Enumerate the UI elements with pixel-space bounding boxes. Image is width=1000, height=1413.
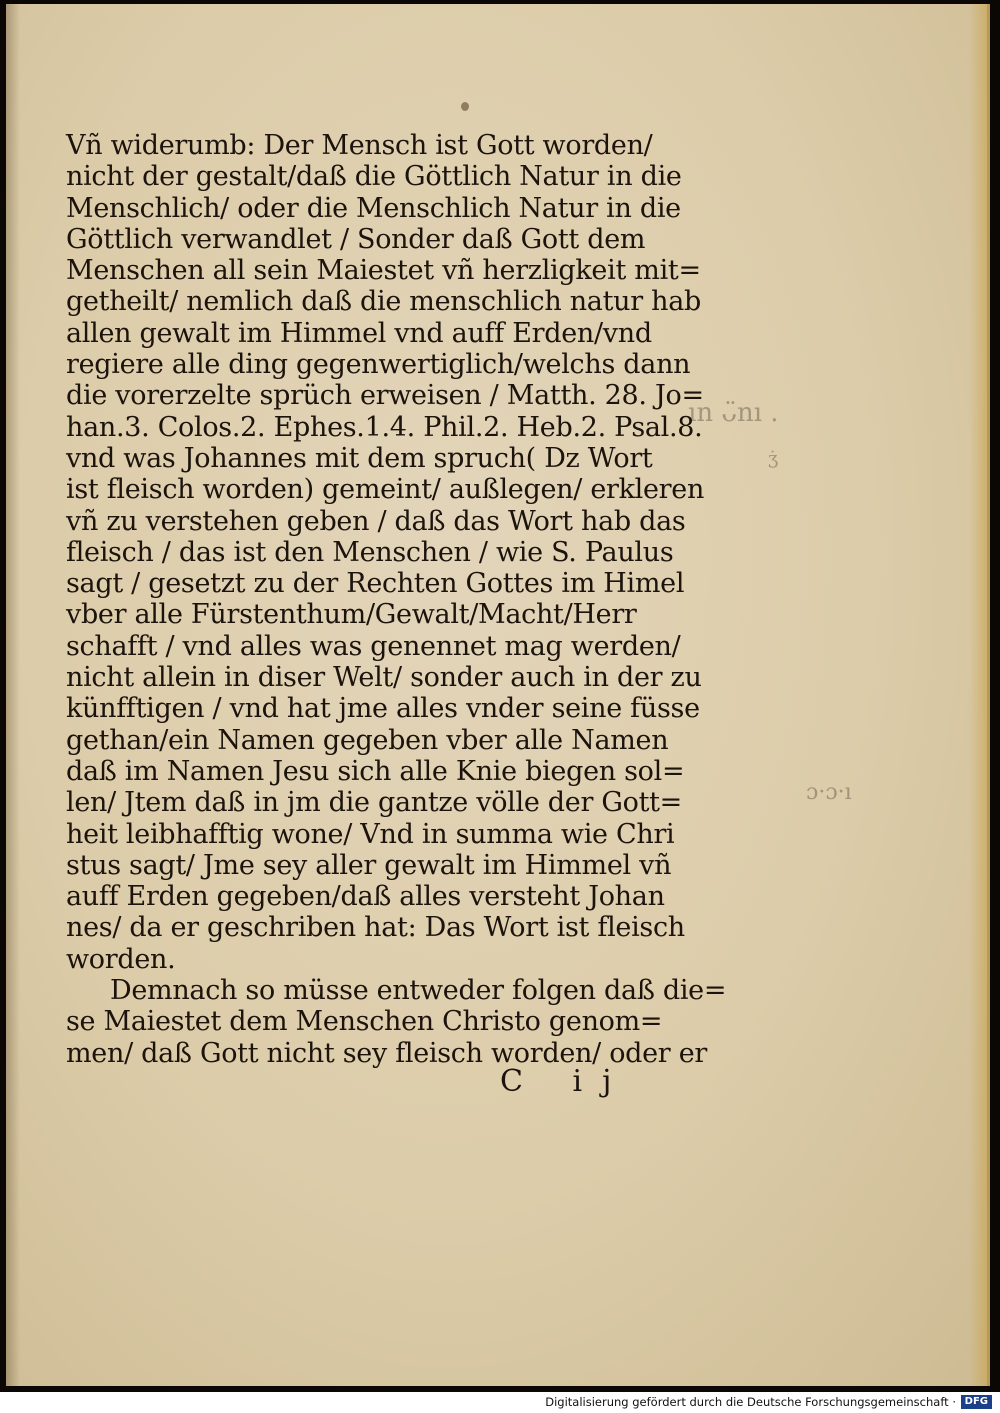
dfg-logo: DFG xyxy=(961,1395,992,1409)
footer-bar xyxy=(0,1392,1000,1413)
text-line: nicht allein in diser Welt/ sonder auch in der zu xyxy=(66,662,702,694)
text-line-paragraph-start: Demnach so müsse entweder folgen daß die= xyxy=(110,975,727,1007)
text-line: Menschlich/ oder die Menschlich Natur in die xyxy=(66,192,681,224)
text-line: die vorerzelte sprüch erweisen / Matth. 28. Jo= xyxy=(66,380,704,412)
text-line: künfftigen / vnd hat jme alles vnder seine füsse xyxy=(66,693,700,725)
text-line: ist fleisch worden) gemeint/ außlegen/ erkleren xyxy=(66,474,705,506)
text-line: getheilt/ nemlich daß die menschlich natur hab xyxy=(66,286,701,318)
bleed-through-text: ɔ·ɔ·ı xyxy=(806,780,852,805)
text-line: daß im Namen Jesu sich alle Knie biegen sol= xyxy=(66,755,685,787)
text-line: regiere alle ding gegenwertiglich/welchs dann xyxy=(66,349,691,381)
text-line: nes/ da er geschriben hat: Das Wort ist fleisch xyxy=(66,912,685,944)
text-line: auff Erden gegeben/daß alles versteht Johan xyxy=(66,881,665,913)
text-line: Menschen all sein Maiestet vñ herzligkeit mit= xyxy=(66,255,701,287)
gutter-shadow xyxy=(6,4,20,1386)
body-text xyxy=(66,130,727,1069)
bleed-through-text: ın ᴗ̈nı . xyxy=(688,398,779,428)
text-line: heit leibhafftig wone/ Vnd in summa wie Chri xyxy=(66,818,675,850)
text-line: worden. xyxy=(66,943,176,975)
text-line: han.3. Colos.2. Ephes.1.4. Phil.2. Heb.2. Psal.8. xyxy=(66,411,703,443)
text-line: se Maiestet dem Menschen Christo genom= xyxy=(66,1006,663,1038)
text-line: len/ Jtem daß in jm die gantze völle der Gott= xyxy=(66,787,683,819)
text-line: schafft / vnd alles was genennet mag werden/ xyxy=(66,630,681,662)
text-line: stus sagt/ Jme sey aller gewalt im Himmel vñ xyxy=(66,849,672,881)
page-edge xyxy=(969,4,987,1386)
text-line: sagt / gesetzt zu der Rechten Gottes im Himel xyxy=(66,568,685,600)
ink-stain xyxy=(461,102,469,111)
funding-credit: Digitalisierung gefördert durch die Deutsche Forschungsgemeinschaft · xyxy=(545,1395,956,1409)
text-line: Göttlich verwandlet / Sonder daß Gott dem xyxy=(66,223,646,255)
text-line: allen gewalt im Himmel vnd auff Erden/vnd xyxy=(66,317,652,349)
signature-mark: C ij xyxy=(500,1064,632,1099)
text-line: Vñ widerumb: Der Mensch ist Gott worden/ xyxy=(66,130,653,161)
text-line: nicht der gestalt/daß die Göttlich Natur in die xyxy=(66,161,682,193)
text-line: fleisch / das ist den Menschen / wie S. Paulus xyxy=(66,536,674,568)
text-line: vber alle Fürstenthum/Gewalt/Macht/Herr xyxy=(66,599,637,631)
text-line: vñ zu verstehen geben / daß das Wort hab das xyxy=(66,505,686,537)
text-line: gethan/ein Namen gegeben vber alle Namen xyxy=(66,724,669,756)
text-line: men/ daß Gott nicht sey fleisch worden/ oder er xyxy=(66,1037,707,1069)
text-line: vnd was Johannes mit dem spruch( Dz Wort xyxy=(66,442,653,474)
bleed-through-text: ʒ̇ xyxy=(768,448,779,469)
